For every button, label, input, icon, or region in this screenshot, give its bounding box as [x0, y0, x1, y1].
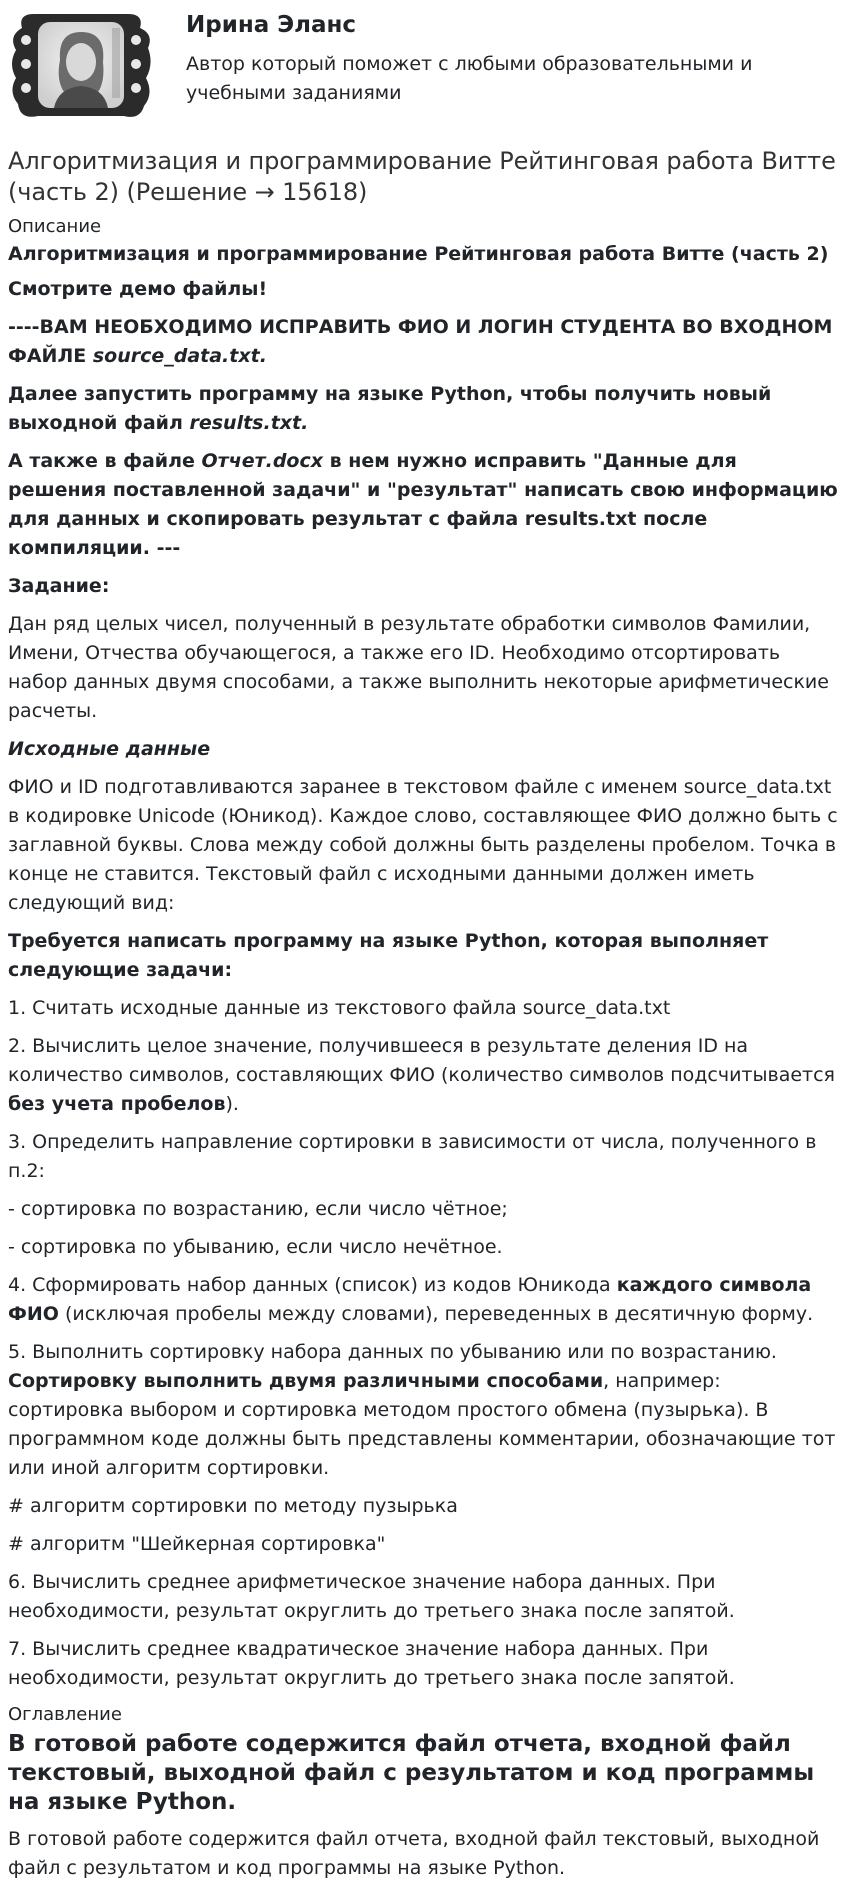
task-item-3a: - сортировка по возрастанию, если число чётное;: [8, 1198, 508, 1220]
code-comment-bubble: # алгоритм сортировки по методу пузырька: [8, 1495, 458, 1517]
author-card: [0, 0, 847, 140]
source-text: ФИО и ID подготавливаются заранее в текстовом файле с именем source_data.txt в кодировке Unicode (Юникод). Каждое слово, составляющее ФИО должно быть с заглавной буквы. Слова между собой должны быть разделены пробелом. Точка в конце не ставится. Текстовый файл с исходными данными должен иметь следующий вид:: [8, 776, 838, 914]
task-item-3b: - сортировка по убыванию, если число нечётное.: [8, 1236, 503, 1258]
code-comment-shaker: # алгоритм "Шейкерная сортировка": [8, 1533, 386, 1555]
page-title: [8, 146, 840, 208]
run-text: Далее запустить программу на языке Python, чтобы получить новый выходной файл: [8, 383, 772, 434]
fix-file: source_data.txt.: [92, 345, 267, 367]
task-text: Дан ряд целых чисел, полученный в результате обработки символов Фамилии, Имени, Отчества обучающегося, а также его ID. Необходимо отсортировать набор данных двумя способами, а также выполнить некоторые арифметические расчеты.: [8, 613, 829, 722]
run-instructions: [8, 380, 840, 438]
user-portrait-avatar-icon: [8, 8, 154, 122]
author-name[interactable]: Ирина Эланс: [186, 12, 357, 38]
task-item-2: [8, 1032, 840, 1119]
author-bio: Автор который поможет с любыми образовательными и учебными заданиями: [186, 53, 753, 104]
work-content: [8, 146, 840, 1892]
work-title: Алгоритмизация и программирование Рейтинговая работа Витте (часть 2): [8, 147, 836, 206]
avatar[interactable]: [8, 8, 154, 122]
task-item-4: [8, 1271, 840, 1329]
task-item-5-end: , например: сортировка выбором и сортировка методом простого обмена (пузырька). В программном коде должны быть представлены комментарии, обозначающие тот или иной алгоритм сортировки.: [8, 1370, 836, 1479]
solution-label: (Решение: [126, 178, 248, 206]
task-item-5-bold: Сортировку выполнить двумя различными способами: [8, 1370, 604, 1392]
arrow-right-icon: →: [254, 178, 275, 206]
task-item-7: 7. Вычислить среднее квадратическое значение набора данных. При необходимости, результат округлить до третьего знака после запятой.: [8, 1638, 735, 1689]
task-item-3: 3. Определить направление сортировки в зависимости от числа, полученного в п.2:: [8, 1131, 817, 1182]
toc-label: Оглавление: [8, 1704, 122, 1725]
source-label: Исходные данные: [8, 738, 211, 760]
report-instructions: [8, 447, 840, 563]
task-label: Задание:: [8, 575, 110, 597]
demo-note: Смотрите демо файлы!: [8, 278, 268, 300]
task-item-4-end: (исключая пробелы между словами), переведенных в десятичную форму.: [58, 1303, 814, 1325]
toc-heading: В готовой работе содержится файл отчета, входной файл текстовый, выходной файл с результатом и код программы на языке Python.: [8, 1731, 815, 1815]
program-requirements: Требуется написать программу на языке Python, которая выполняет следующие задачи:: [8, 930, 769, 981]
fix-text: ----ВАМ НЕОБХОДИМО ИСПРАВИТЬ ФИО И ЛОГИН СТУДЕНТА ВО ВХОДНОМ ФАЙЛЕ: [8, 316, 833, 367]
task-item-4-text: 4. Сформировать набор данных (список) из кодов Юникода: [8, 1274, 617, 1296]
report-rest: в нем нужно исправить "Данные для решения поставленной задачи" и "результат" написать свою информацию для данных и скопировать результат с файла results.txt после компиляции. ---: [8, 450, 838, 559]
fix-instructions: [8, 313, 840, 371]
task-item-2-text: 2. Вычислить целое значение, получившееся в результате деления ID на количество символов, составляющих ФИО (количество символов подсчитывается: [8, 1035, 835, 1086]
description-label: Описание: [8, 216, 102, 237]
task-item-5: [8, 1338, 840, 1483]
task-item-2-end: ).: [225, 1093, 239, 1115]
run-file: results.txt.: [189, 412, 309, 434]
task-item-1: 1. Считать исходные данные из текстового файла source_data.txt: [8, 997, 671, 1019]
task-item-4-bold: каждого символа ФИО: [8, 1274, 812, 1325]
report-text: А также в файле: [8, 450, 202, 472]
task-item-6: 6. Вычислить среднее арифметическое значение набора данных. При необходимости, результат округлить до третьего знака после запятой.: [8, 1571, 735, 1622]
task-item-2-bold: без учета пробелов: [8, 1093, 226, 1115]
report-file: Отчет.docx: [201, 450, 323, 472]
task-item-5-text: 5. Выполнить сортировку набора данных по убыванию или по возрастанию.: [8, 1341, 777, 1363]
toc-text: В готовой работе содержится файл отчета, входной файл текстовый, выходной файл с результатом и код программы на языке Python.: [8, 1828, 820, 1879]
description-subtitle: Алгоритмизация и программирование Рейтинговая работа Витте (часть 2): [8, 243, 829, 265]
solution-id: 15618): [282, 178, 368, 206]
